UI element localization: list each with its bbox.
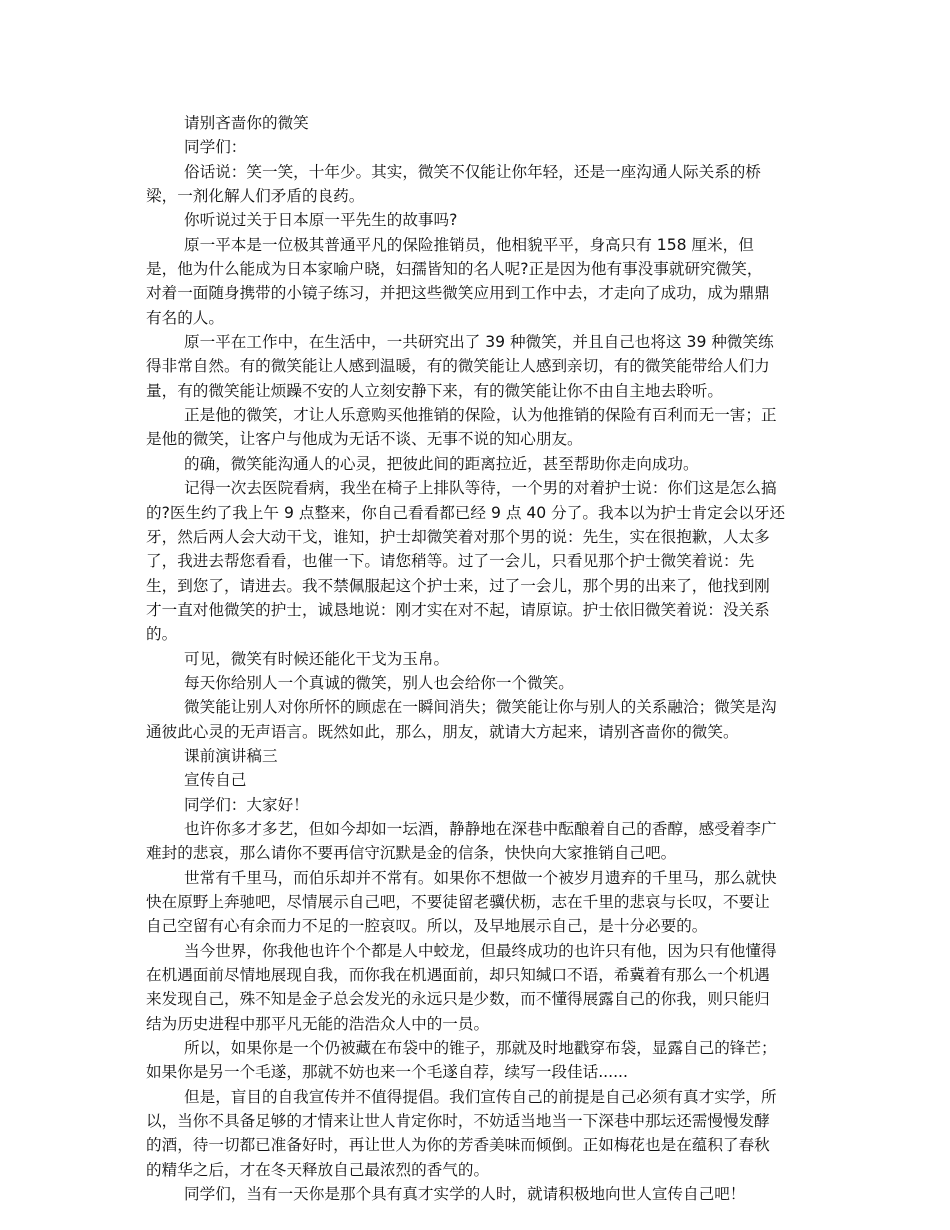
text-line: 结为历史进程中那平凡无能的浩浩众人中的一员。 xyxy=(146,1014,490,1033)
text-line: 才一直对他微笑的护士，诚恳地说：刚才实在对不起，请原谅。护士依旧微笑着说：没关系 xyxy=(146,600,770,619)
text-line: 对着一面随身携带的小镜子练习，并把这些微笑应用到工作中去，才走向了成功，成为鼎鼎 xyxy=(146,284,770,303)
text-line: 世常有千里马，而伯乐却并不常有。如果你不想做一个被岁月遗弃的千里马，那么就快 xyxy=(184,868,777,887)
text-line: 以，当你不具备足够的才情来让世人肯定你时，不妨适当地当一下深巷中那坛还需慢慢发酵 xyxy=(146,1112,770,1131)
text-line: 的精华之后，才在冬天释放自己最浓烈的香气的。 xyxy=(146,1160,490,1179)
text-line: 如果你是另一个毛遂，那就不妨也来一个毛遂自荐，续写一段佳话...... xyxy=(146,1063,628,1082)
text-line: 同学们，当有一天你是那个具有真才实学的人时，就请积极地向世人宣传自己吧！ xyxy=(184,1185,746,1204)
text-line: 的?医生约了我上午 9 点整来，你自己看看都已经 9 点 40 分了。我本以为护士肯定会以牙还 xyxy=(146,503,786,522)
text-line: 梁，一剂化解人们矛盾的良药。 xyxy=(146,187,365,206)
text-line: 的确，微笑能沟通人的心灵，把彼此间的距离拉近，甚至帮助你走向成功。 xyxy=(184,454,699,473)
text-line: 通彼此心灵的无声语言。既然如此，那么，朋友，就请大方起来，请别吝啬你的微笑。 xyxy=(146,722,739,741)
text-line: 所以，如果你是一个仍被藏在布袋中的锥子，那就及时地戳穿布袋，显露自己的锋芒； xyxy=(184,1039,777,1058)
text-line: 俗话说：笑一笑，十年少。其实，微笑不仅能让你年轻，还是一座沟通人际关系的桥 xyxy=(184,162,761,181)
text-line: 记得一次去医院看病，我坐在椅子上排队等待，一个男的对着护士说：你们这是怎么搞 xyxy=(184,479,777,498)
text-line: 得非常自然。有的微笑能让人感到温暖，有的微笑能让人感到亲切，有的微笑能带给人们力 xyxy=(146,357,770,376)
text-line: 微笑能让别人对你所怀的顾虑在一瞬间消失；微笑能让你与别人的关系融洽；微笑是沟 xyxy=(184,698,777,717)
text-line: 来发现自己，殊不知是金子总会发光的永远只是少数，而不懂得展露自己的你我，则只能归 xyxy=(146,990,770,1009)
text-line: 但是，盲目的自我宣传并不值得提倡。我们宣传自己的前提是自己必须有真才实学，所 xyxy=(184,1087,777,1106)
text-line: 也许你多才多艺，但如今却如一坛酒，静静地在深巷中酝酿着自己的香醇，感受着李广 xyxy=(184,819,777,838)
text-line: 生，到您了，请进去。我不禁佩服起这个护士来，过了一会儿，那个男的出来了，他找到刚 xyxy=(146,576,770,595)
text-line: 请别吝啬你的微笑 xyxy=(184,114,309,132)
text-line: 难封的悲哀，那么请你不要再信守沉默是金的信条，快快向大家推销自己吧。 xyxy=(146,844,677,863)
text-line: 原一平在工作中，在生活中，一共研究出了 39 种微笑，并且自己也将这 39 种微笑练 xyxy=(184,333,774,352)
text-line: 同学们：大家好！ xyxy=(184,795,309,814)
text-line: 牙，然后两人会大动干戈，谁知，护士却微笑着对那个男的说：先生，实在很抱歉，人太多 xyxy=(146,527,770,546)
text-line: 你听说过关于日本原一平先生的故事吗? xyxy=(184,211,458,230)
document-body xyxy=(146,111,806,1206)
text-line: 的。 xyxy=(146,625,178,644)
text-line: 快在原野上奔驰吧，尽情展示自己吧，不要徒留老骥伏枥，志在千里的悲哀与长叹，不要让 xyxy=(146,893,770,911)
text-line: 是他的微笑，让客户与他成为无话不谈、无事不说的知心朋友。 xyxy=(146,430,583,449)
text-line: 的酒，待一切都已准备好时，再让世人为你的芳香美味而倾倒。正如梅花也是在蕴积了春秋 xyxy=(146,1136,770,1155)
text-line: 每天你给别人一个真诚的微笑，别人也会给你一个微笑。 xyxy=(184,673,574,692)
text-line: 量，有的微笑能让烦躁不安的人立刻安静下来，有的微笑能让你不由自主地去聆听。 xyxy=(146,381,723,400)
text-line: 有名的人。 xyxy=(146,308,224,327)
text-line: 了，我进去帮您看看，也催一下。请您稍等。过了一会儿，只看见那个护士微笑着说：先 xyxy=(146,552,755,571)
text-line: 在机遇面前尽情地展现自我，而你我在机遇面前，却只知缄口不语，希冀着有那么一个机遇 xyxy=(146,966,770,985)
text-line: 原一平本是一位极其普通平凡的保险推销员，他相貌平平，身高只有 158 厘米，但 xyxy=(184,235,754,254)
text-line: 自己空留有心有余而力不足的一腔哀叹。所以，及早地展示自己，是十分必要的。 xyxy=(146,917,708,936)
text-line: 可见，微笑有时候还能化干戈为玉帛。 xyxy=(184,649,450,668)
text-line: 宣传自己 xyxy=(184,771,247,790)
text-line: 当今世界，你我他也许个个都是人中蛟龙，但最终成功的也许只有他，因为只有他懂得 xyxy=(184,941,777,960)
text-line: 同学们： xyxy=(184,138,247,157)
text-line: 是，他为什么能成为日本家喻户晓，妇孺皆知的名人呢?正是因为他有事没事就研究微笑， xyxy=(146,260,763,279)
text-line: 课前演讲稿三 xyxy=(184,746,278,765)
text-line: 正是他的微笑，才让人乐意购买他推销的保险，认为他推销的保险有百利而无一害；正 xyxy=(184,406,777,425)
